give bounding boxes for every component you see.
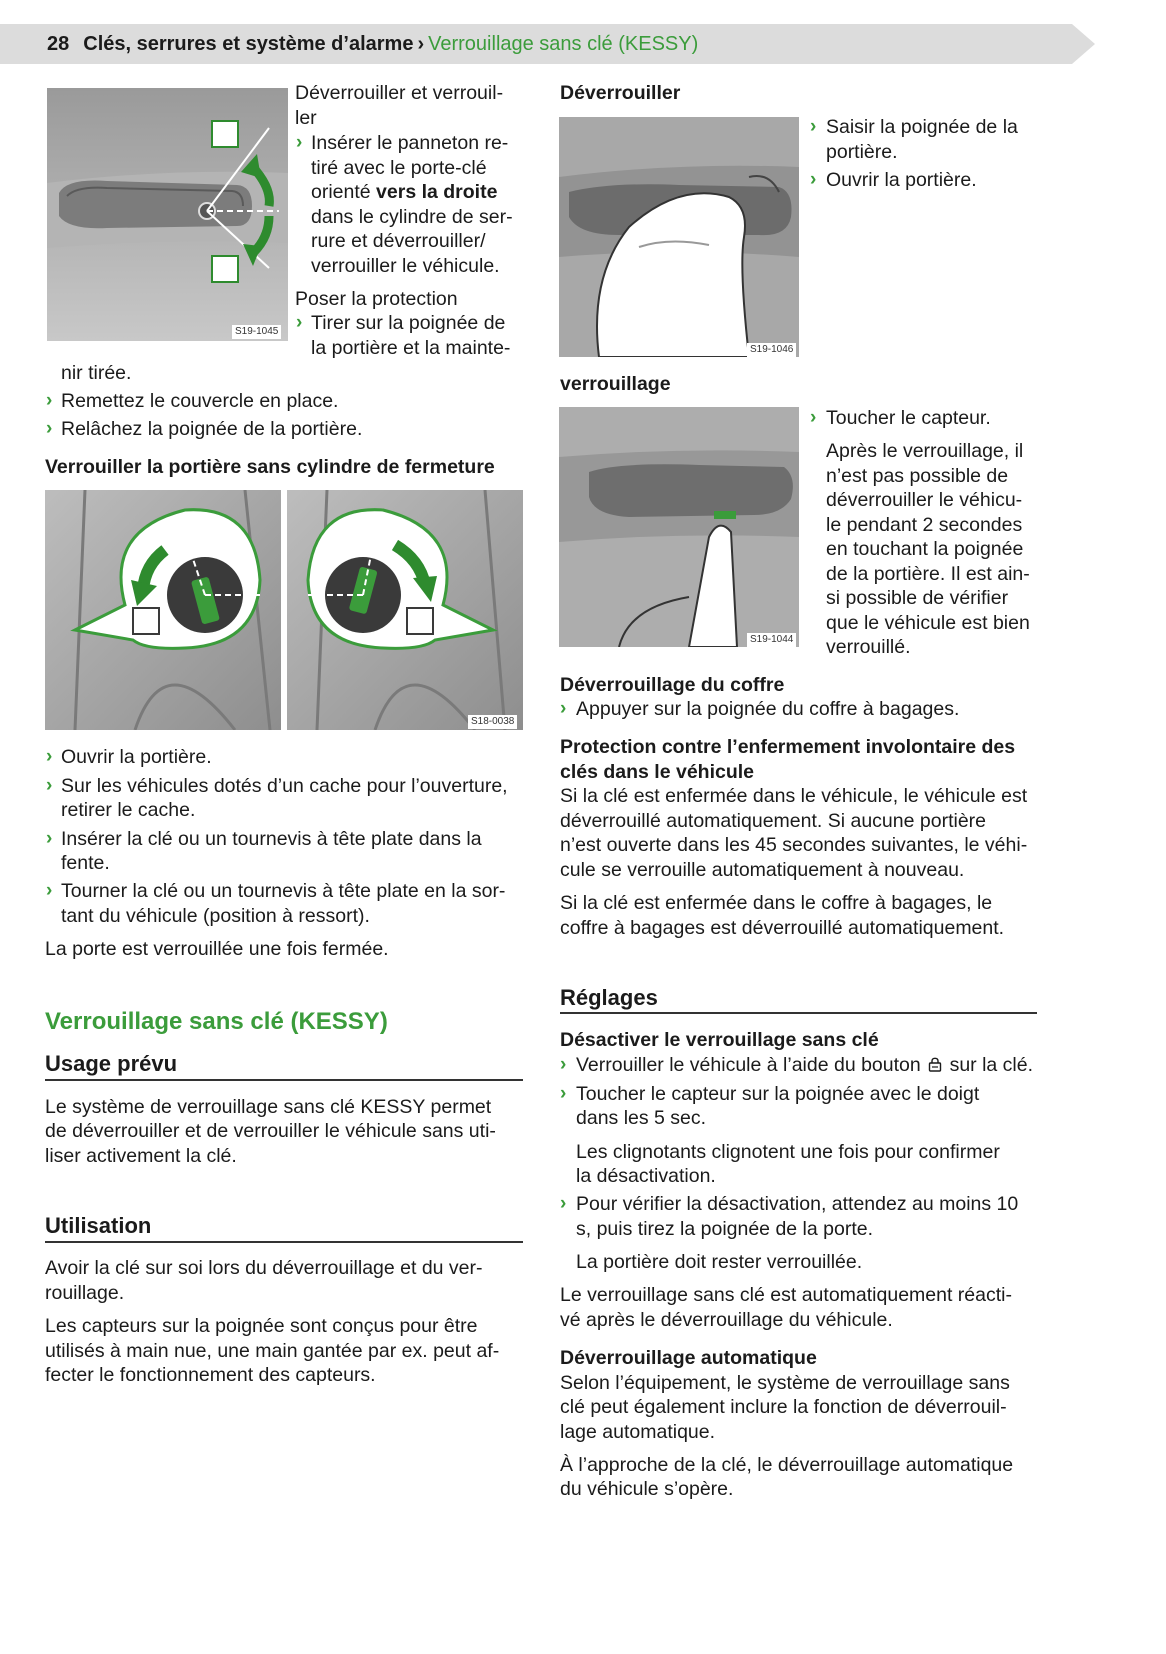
intro-line: ler	[295, 107, 317, 129]
step-text: Tourner la clé ou un tournevis à tête plate en la sor-	[61, 880, 506, 902]
step-text: Insérer la clé ou un tournevis à tête plate dans la	[61, 828, 482, 850]
bullet-marker: ›	[810, 169, 817, 190]
bullet-text: Appuyer sur la poignée du coffre à bagages.	[576, 698, 960, 720]
insert-line: tiré avec le porte-clé	[311, 157, 487, 179]
paragraph-line: n’est ouverte dans les 45 secondes suivantes, le véhi-	[560, 834, 1028, 856]
bullet-marker: ›	[46, 828, 53, 849]
lock-note-line: le pendant 2 secondes	[826, 514, 1023, 536]
note-line: la désactivation.	[576, 1165, 716, 1187]
bullet-text: s, puis tirez la poignée de la porte.	[576, 1218, 874, 1240]
figure-touch-sensor	[559, 407, 799, 647]
paragraph: La porte est verrouillée une fois fermée.	[45, 938, 389, 960]
subheading: Déverrouillage automatique	[560, 1347, 817, 1369]
paragraph-line: de déverrouiller et de verrouiller le véhicule sans uti-	[45, 1120, 496, 1142]
subheading: clés dans le véhicule	[560, 761, 755, 783]
paragraph-line: fecter le fonctionnement des capteurs.	[45, 1364, 376, 1386]
bullet-text: Pour vérifier la désactivation, attendez au moins 10	[576, 1193, 1019, 1215]
step-text: tant du véhicule (position à ressort).	[61, 905, 370, 927]
paragraph-line: liser activement la clé.	[45, 1145, 237, 1167]
bullet-marker: ›	[810, 407, 817, 428]
insert-line: rure et déverrouiller/	[311, 230, 486, 252]
subheading: Protection contre l’enfermement involontaire des	[560, 736, 1016, 758]
figure-code: S19-1045	[232, 325, 281, 339]
lock-note-line: que le véhicule est bien	[826, 612, 1030, 634]
running-header	[47, 32, 698, 56]
lock-note-line: en touchant la poignée	[826, 538, 1024, 560]
paragraph-line: lage automatique.	[560, 1421, 716, 1443]
lock-note-line: déverrouiller le véhicu-	[826, 489, 1023, 511]
bullet-text: Verrouiller le véhicule à l’aide du bouton sur la clé.	[576, 1054, 1034, 1076]
paragraph-line: Le système de verrouillage sans clé KESSY permet	[45, 1096, 492, 1118]
bullet-text: Ouvrir la portière.	[826, 169, 977, 191]
paragraph-line: utilisés à main nue, une main gantée par ex. peut af-	[45, 1340, 500, 1362]
protect-subtitle: Poser la protection	[295, 288, 458, 310]
divider	[45, 1241, 523, 1243]
paragraph-line: Les capteurs sur la poignée sont conçus pour être	[45, 1315, 478, 1337]
divider	[560, 1012, 1037, 1014]
insert-line: dans le cylindre de ser-	[311, 206, 513, 228]
bullet-marker: ›	[46, 390, 53, 411]
subsection-heading: Usage prévu	[45, 1051, 178, 1076]
insert-line: Insérer le panneton re-	[311, 132, 509, 154]
chapter-title: Clés, serrures et système d’alarme	[83, 33, 414, 55]
subheading: Déverrouiller	[560, 82, 681, 104]
bullet-marker: ›	[560, 1083, 567, 1104]
paragraph-line: Avoir la clé sur soi lors du déverrouillage et du ver-	[45, 1257, 483, 1279]
subsection-heading: Réglages	[560, 985, 658, 1010]
step-text: fente.	[61, 852, 110, 874]
figure-code: S19-1044	[747, 633, 796, 647]
paragraph-line: rouillage.	[45, 1282, 125, 1304]
paragraph-line: vé après le déverrouillage du véhicule.	[560, 1309, 893, 1331]
lock-note-line: n’est pas possible de	[826, 465, 1009, 487]
bullet-text: portière.	[826, 141, 898, 163]
subheading: verrouillage	[560, 373, 671, 395]
paragraph-line: Si la clé est enfermée dans le coffre à bagages, le	[560, 892, 993, 914]
bullet-text: Remettez le couvercle en place.	[61, 390, 339, 412]
paragraph-line: Selon l’équipement, le système de verrouillage sans	[560, 1372, 1010, 1394]
bullet-marker: ›	[560, 1193, 567, 1214]
bullet-marker: ›	[560, 1054, 567, 1075]
bullet-marker: ›	[560, 698, 567, 719]
paragraph-line: cule se verrouille automatiquement à nouveau.	[560, 859, 965, 881]
lock-note-line: Après le verrouillage, il	[826, 440, 1024, 462]
insert-line: orienté vers la droite	[311, 181, 498, 203]
subheading: Déverrouillage du coffre	[560, 674, 785, 696]
figure-code: S19-1046	[747, 343, 796, 357]
paragraph-line: Si la clé est enfermée dans le véhicule, le véhicule est	[560, 785, 1028, 807]
pull-line: nir tirée.	[61, 362, 132, 384]
step-text: Ouvrir la portière.	[61, 746, 212, 768]
bullet-marker: ›	[296, 312, 303, 333]
bullet-text: Saisir la poignée de la	[826, 116, 1018, 138]
bullet-text: Relâchez la poignée de la portière.	[61, 418, 363, 440]
paragraph-line: déverrouillé automatiquement. Si aucune portière	[560, 810, 987, 832]
breadcrumb-separator: ›	[417, 33, 425, 55]
bullet-marker: ›	[296, 132, 303, 153]
step-text: Sur les véhicules dotés d’un cache pour l’ouverture,	[61, 775, 508, 797]
paragraph-line: du véhicule s’opère.	[560, 1478, 734, 1500]
figure-grab-handle	[559, 117, 799, 357]
note-line: La portière doit rester verrouillée.	[576, 1251, 863, 1273]
figure-door-lock-panels	[45, 490, 523, 730]
pull-line: la portière et la mainte-	[311, 337, 511, 359]
paragraph-line: clé peut également inclure la fonction de déverrouil-	[560, 1396, 1007, 1418]
lock-note-line: si possible de vérifier	[826, 587, 1009, 609]
step-text: retirer le cache.	[61, 799, 196, 821]
bullet-marker: ›	[46, 775, 53, 796]
lock-note-line: de la portière. Il est ain-	[826, 563, 1030, 585]
bullet-text: Toucher le capteur.	[826, 407, 991, 429]
figure-code: S18-0038	[468, 715, 517, 729]
intro-line: Déverrouiller et verrouil-	[295, 82, 504, 104]
bullet-marker: ›	[46, 746, 53, 767]
bullet-marker: ›	[810, 116, 817, 137]
subsection-heading: Utilisation	[45, 1213, 152, 1238]
lock-note-line: verrouillé.	[826, 636, 911, 658]
lock-icon	[928, 1057, 942, 1072]
page-number: 28	[47, 33, 70, 55]
subheading: Verrouiller la portière sans cylindre de fermeture	[45, 456, 495, 478]
paragraph-line: coffre à bagages est déverrouillé automatiquement.	[560, 917, 1005, 939]
section-heading: Verrouillage sans clé (KESSY)	[45, 1008, 388, 1035]
note-line: Les clignotants clignotent une fois pour confirmer	[576, 1141, 1000, 1163]
bullet-marker: ›	[46, 418, 53, 439]
bullet-text: dans les 5 sec.	[576, 1107, 707, 1129]
figure-key-cylinder	[47, 88, 288, 341]
paragraph-line: À l’approche de la clé, le déverrouillage automatique	[560, 1454, 1014, 1476]
section-title: Verrouillage sans clé (KESSY)	[428, 33, 699, 55]
paragraph-line: Le verrouillage sans clé est automatiquement réacti-	[560, 1284, 1012, 1306]
divider	[45, 1079, 523, 1081]
bullet-marker: ›	[46, 880, 53, 901]
bullet-text: Toucher le capteur sur la poignée avec le doigt	[576, 1083, 980, 1105]
subheading: Désactiver le verrouillage sans clé	[560, 1029, 879, 1051]
pull-line: Tirer sur la poignée de	[311, 312, 506, 334]
insert-line: verrouiller le véhicule.	[311, 255, 500, 277]
